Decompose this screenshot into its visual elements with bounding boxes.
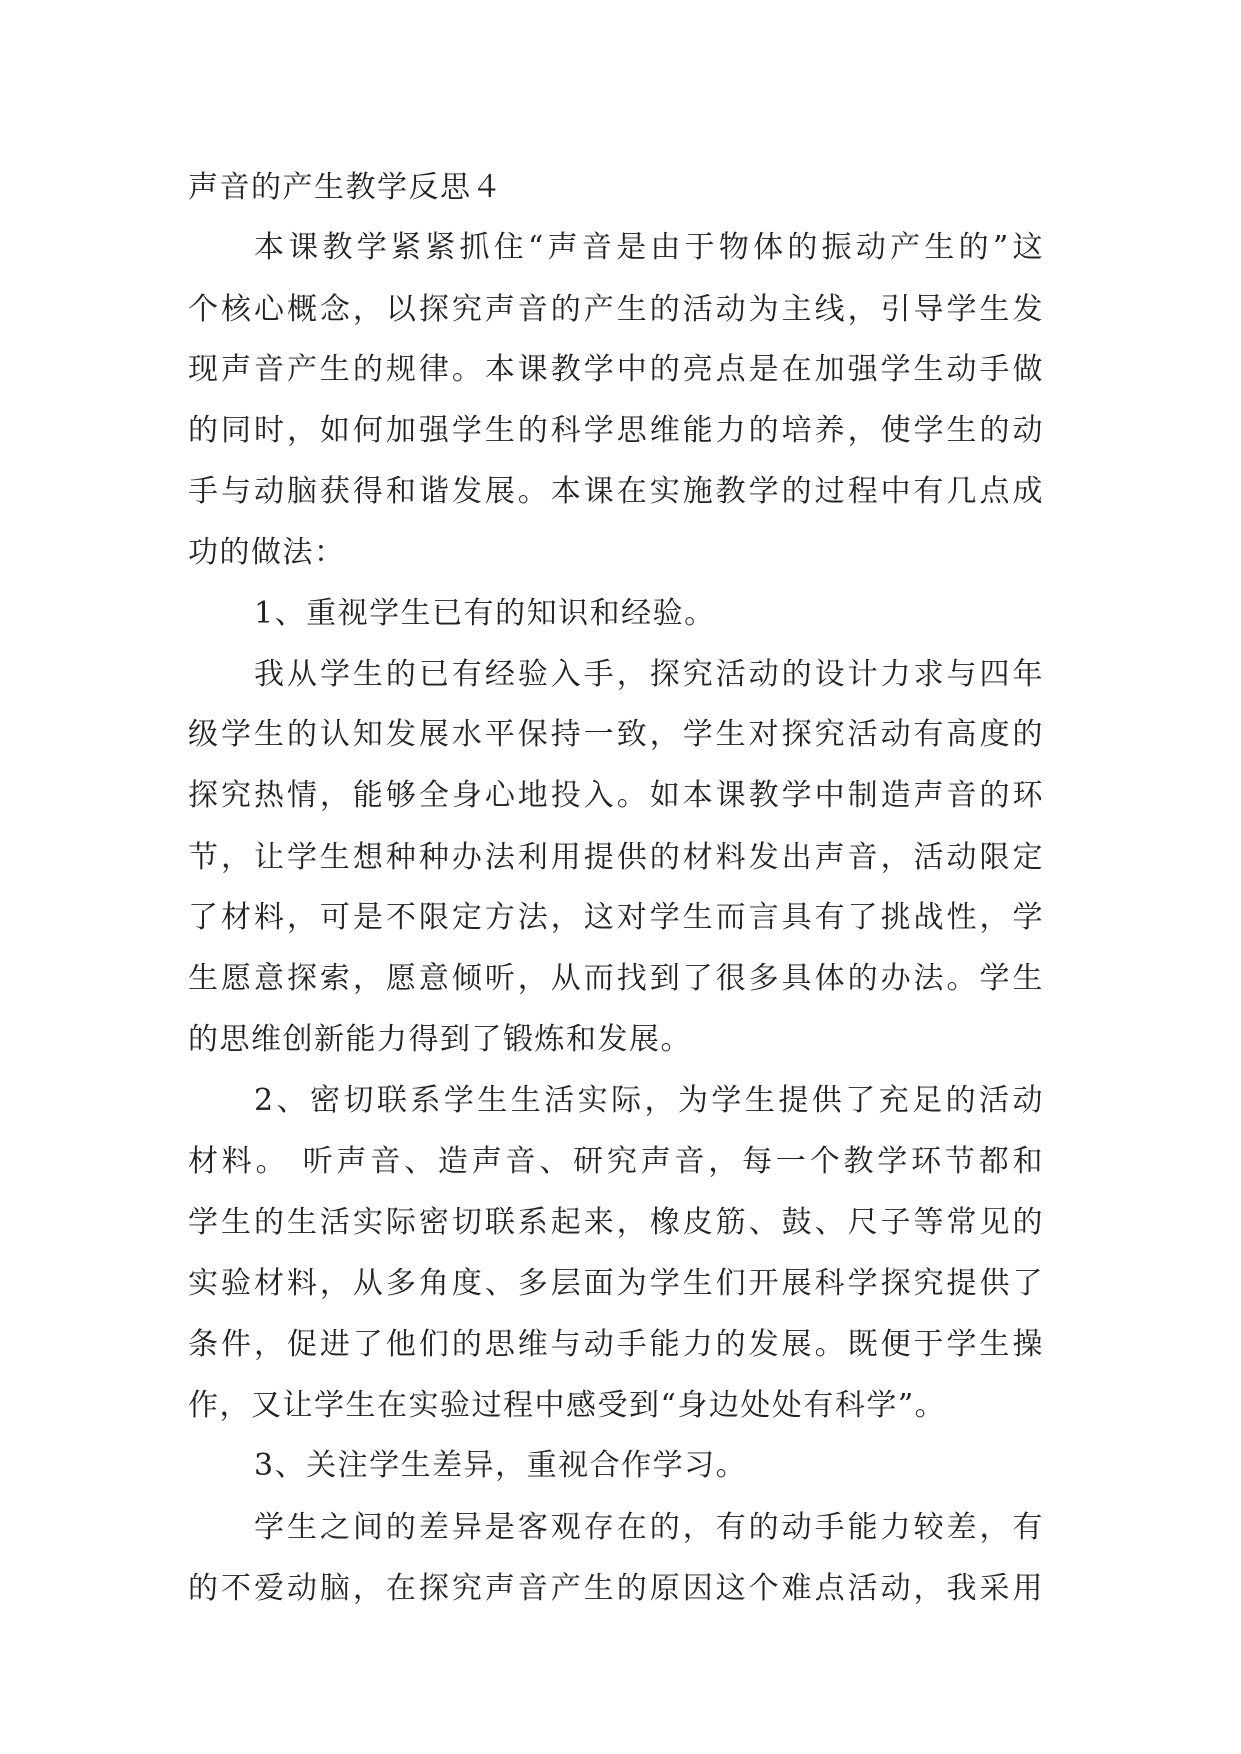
paragraph-line: 了材料，可是不限定方法，这对学生而言具有了挑战性，学: [188, 900, 1044, 935]
paragraph-line: 本课教学紧紧抓住“声音是由于物体的振动产生的”这: [254, 230, 1044, 265]
paragraph-line: 材料。 听声音、造声音、研究声音，每一个教学环节都和: [188, 1144, 1044, 1179]
section-heading: 1、重视学生已有的知识和经验。: [254, 596, 716, 631]
paragraph-line: 探究热情，能够全身心地投入。如本课教学中制造声音的环: [188, 778, 1044, 813]
document-title: 声音的产生教学反思４: [188, 170, 503, 205]
paragraph-line: 作，又让学生在实验过程中感受到“身边处处有科学”。: [188, 1388, 947, 1423]
paragraph-line: 实验材料，从多角度、多层面为学生们开展科学探究提供了: [188, 1266, 1044, 1301]
paragraph-line: 条件，促进了他们的思维与动手能力的发展。既便于学生操: [188, 1327, 1044, 1362]
paragraph-line: 生愿意探索，愿意倾听，从而找到了很多具体的办法。学生: [188, 961, 1044, 996]
paragraph-line: 手与动脑获得和谐发展。本课在实施教学的过程中有几点成: [188, 474, 1044, 509]
paragraph-line: 2、密切联系学生生活实际，为学生提供了充足的活动: [254, 1083, 1044, 1118]
paragraph-line: 学生之间的差异是客观存在的，有的动手能力较差，有: [254, 1510, 1044, 1545]
paragraph-line: 学生的生活实际密切联系起来，橡皮筋、鼓、尺子等常见的: [188, 1205, 1044, 1240]
paragraph-line: 现声音产生的规律。本课教学中的亮点是在加强学生动手做: [188, 352, 1044, 387]
paragraph-line: 级学生的认知发展水平保持一致，学生对探究活动有高度的: [188, 717, 1044, 752]
paragraph-line: 我从学生的已有经验入手，探究活动的设计力求与四年: [254, 657, 1044, 692]
paragraph-line: 节，让学生想种种办法利用提供的材料发出声音，活动限定: [188, 840, 1044, 875]
paragraph-line: 的思维创新能力得到了锻炼和发展。: [188, 1022, 692, 1057]
paragraph-line: 的同时，如何加强学生的科学思维能力的培养，使学生的动: [188, 413, 1044, 448]
paragraph-line: 功的做法：: [188, 535, 346, 570]
paragraph-line: 的不爱动脑，在探究声音产生的原因这个难点活动，我采用: [188, 1571, 1044, 1606]
section-heading: 3、关注学生差异，重视合作学习。: [254, 1448, 748, 1483]
paragraph-line: 个核心概念，以探究声音的产生的活动为主线，引导学生发: [188, 292, 1044, 327]
